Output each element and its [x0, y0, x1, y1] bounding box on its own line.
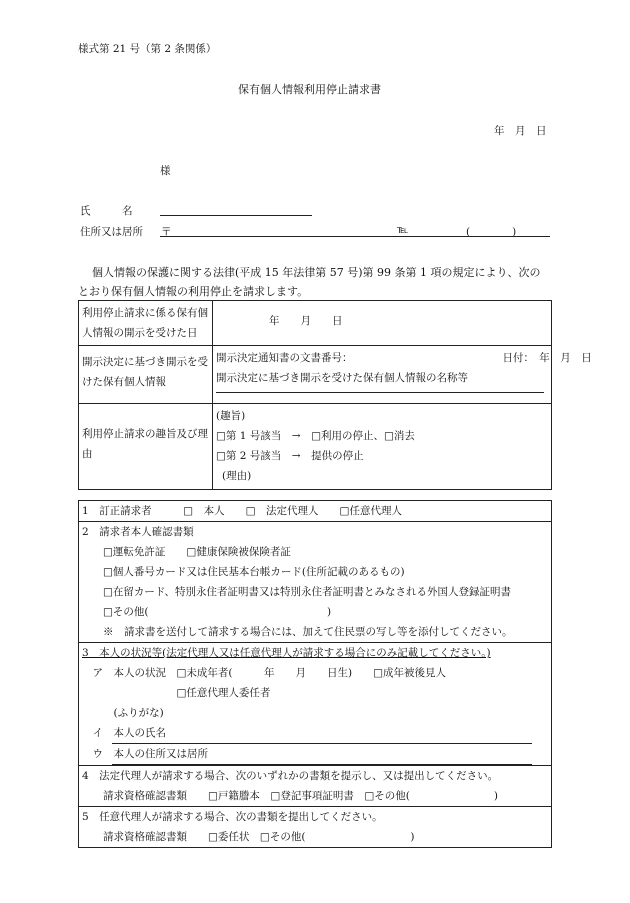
doc-date-label: 日付： 年 月 日: [502, 352, 592, 364]
purpose-item-1[interactable]: □第 1 号該当 → □利用の停止、□消去: [216, 430, 415, 442]
person-status-option-delegator[interactable]: □任意代理人委任者: [82, 687, 271, 699]
purpose-reason-label: 利用停止請求の趣旨及び理由: [79, 404, 213, 490]
disclosed-info-name-line: [216, 392, 544, 393]
furigana-label: (ふりがな): [82, 707, 164, 719]
intro-line-1: 個人情報の保護に関する法律(平成 15 年法律第 57 号)第 99 条第 1 項の規定により、次の: [92, 266, 541, 279]
id-docs-note: ※ 請求書を送付して請求する場合には、加えて住民票の写し等を添付してください。: [82, 626, 513, 638]
reception-date-cell[interactable]: [213, 301, 552, 346]
id-docs-option-3[interactable]: □在留カード、特別永住者証明書又は特別永住者証明書とみなされる外国人登録証明書: [82, 586, 511, 598]
legal-agent-heading: 4 法定代理人が請求する場合、次のいずれかの書類を提示し、又は提出してください。: [82, 770, 499, 782]
person-status-options[interactable]: ア 本人の状況 □未成年者( 年 月 日生) □成年被後見人: [82, 667, 447, 679]
address-input-line[interactable]: [160, 236, 550, 237]
requester-table: [78, 500, 552, 848]
disclosed-info-name-label: 開示決定に基づき開示を受けた保有個人情報の名称等: [216, 372, 468, 384]
id-docs-heading: 2 請求者本人確認書類: [82, 526, 194, 538]
addressee-suffix: 様: [160, 165, 171, 177]
name-input-line[interactable]: [160, 215, 312, 216]
address-label: 住所又は居所: [80, 226, 143, 238]
name-label: 氏 名: [80, 205, 133, 217]
tel-paren: ( ): [466, 226, 517, 238]
purpose-heading: (趣旨): [216, 410, 246, 422]
reason-heading: (理由): [222, 470, 252, 482]
purpose-item-2[interactable]: □第 2 号該当 → 提供の停止: [216, 450, 364, 462]
disclosed-info-cell[interactable]: [213, 346, 592, 404]
page-title: 保有個人情報利用停止請求書: [238, 83, 381, 96]
postal-mark: 〒: [161, 226, 172, 238]
voluntary-agent-heading: 5 任意代理人が請求する場合、次の書類を提出してください。: [82, 811, 383, 823]
requester-type-line[interactable]: 1 訂正請求者 □ 本人 □ 法定代理人 □任意代理人: [82, 505, 402, 517]
person-name-line[interactable]: イ 本人の氏名: [112, 723, 532, 744]
request-table: [78, 300, 592, 490]
disclosed-info-label: 開示決定に基づき開示を受けた保有個人情報: [79, 346, 213, 404]
section-2-cell: [79, 522, 552, 643]
person-address-line[interactable]: ウ 本人の住所又は居所: [112, 744, 532, 765]
voluntary-agent-docs[interactable]: 請求資格確認書類 □委任状 □その他( ): [82, 831, 415, 843]
intro-line-2: とおり保有個人情報の利用停止を請求します。: [78, 285, 309, 298]
tel-mark: ℡: [397, 224, 409, 236]
section-3-cell: [79, 643, 552, 766]
legal-agent-docs[interactable]: 請求資格確認書類 □戸籍謄本 □登記事項証明書 □その他( ): [82, 790, 498, 802]
section-5-cell: [79, 807, 552, 848]
date-line: 年 月 日: [494, 125, 547, 137]
form-number: 様式第 21 号（第 2 条関係）: [78, 43, 217, 55]
reception-date-value: 年 月 日: [269, 315, 343, 327]
reception-date-label: 利用停止請求に係る保有個人情報の開示を受けた日: [79, 301, 213, 346]
section-4-cell: [79, 766, 552, 807]
purpose-reason-cell[interactable]: [213, 404, 552, 490]
person-status-heading: 3 本人の状況等(法定代理人又は任意代理人が請求する場合にのみ記載してください。): [82, 647, 491, 659]
id-docs-option-2[interactable]: □個人番号カード又は住民基本台帳カード(住所記載のあるもの): [82, 566, 405, 578]
id-docs-option-1[interactable]: □運転免許証 □健康保険被保険者証: [82, 546, 291, 558]
id-docs-option-other[interactable]: □その他( ): [82, 606, 332, 618]
section-1-cell[interactable]: [79, 501, 552, 522]
doc-number-label: 開示決定通知書の文書番号：: [216, 352, 353, 364]
